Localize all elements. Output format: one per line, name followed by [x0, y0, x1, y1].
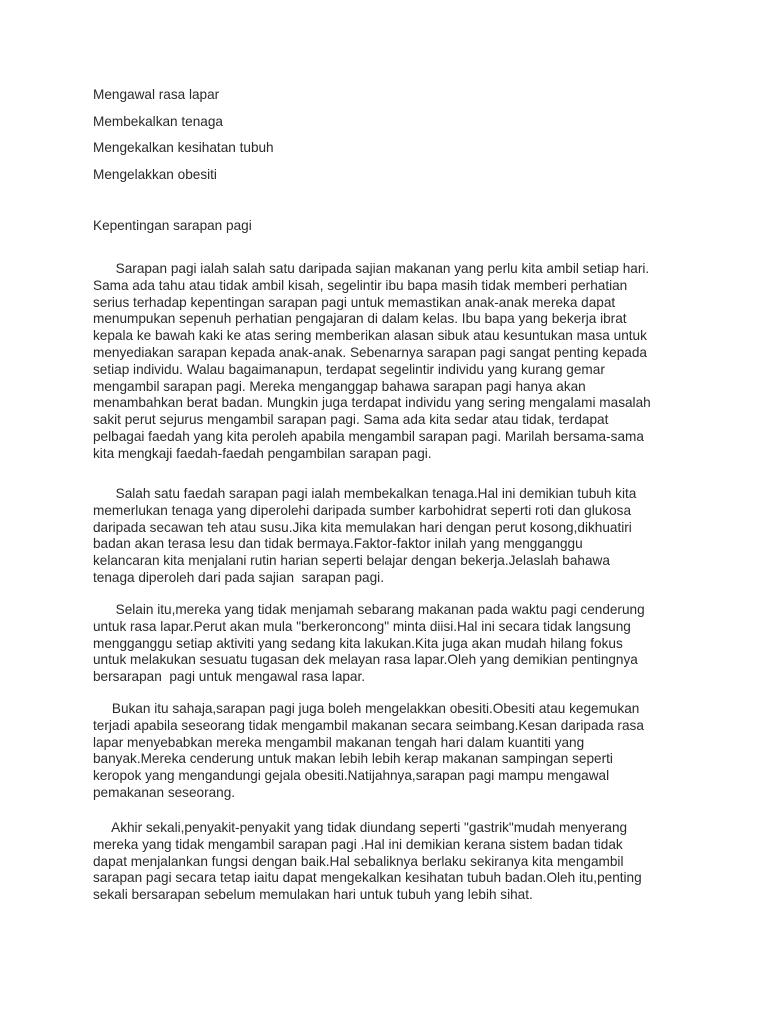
paragraph-obesity [93, 701, 693, 802]
list-item: Mengawal rasa lapar [93, 87, 220, 102]
paragraph-line: daripada secawan teh atau susu.Jika kita memulakan hari dengan perut kosong,dikhuatiri [93, 519, 632, 535]
paragraph-line: lapar menyebabkan mereka mengambil makanan tengah hari dalam kuantiti yang [93, 734, 585, 750]
benefit-list [93, 86, 274, 192]
paragraph-line: pelbagai faedah yang kita peroleh apabila mengambil sarapan pagi. Marilah bersama-sama [93, 428, 644, 444]
paragraph-line: memerlukan tenaga yang diperolehi daripada sumber karbohidrat seperti roti dan glukosa [93, 502, 632, 518]
paragraph-line: sakit perut sejurus mengambil sarapan pagi. Sama ada kita sedar atau tidak, terdapat [93, 412, 609, 428]
paragraph-line: menumpukan sepenuh perhatian pengajaran di dalam kelas. Ibu bapa yang bekerja ibrat [93, 311, 627, 327]
paragraph-line: kelancaran kita menjalani rutin harian seperti belajar dengan bekerja.Jelaslah bahawa [93, 553, 610, 569]
paragraph-line: kepala ke bawah kaki ke atas sering memberikan alasan sibuk atau kesuntukan masa untuk [93, 328, 647, 344]
paragraph-line: setiap individu. Walau bagaimanapun, terdapat segelintir individu yang kurang gemar [93, 361, 605, 377]
paragraph-line: banyak.Mereka cenderung untuk makan lebih lebih kerap makanan sampingan seperti [93, 751, 613, 767]
paragraph-line: keropok yang mengandungi gejala obesiti.Natijahnya,sarapan pagi mampu mengawal [93, 768, 610, 784]
list-item: Mengelakkan obesiti [93, 166, 217, 182]
paragraph-line: Salah satu faedah sarapan pagi ialah membekalkan tenaga.Hal ini demikian tubuh kita [93, 486, 637, 501]
paragraph-health [93, 820, 693, 904]
paragraph-line: terjadi apabila seseorang tidak mengambil makanan secara seimbang.Kesan daripada rasa [93, 717, 644, 733]
paragraph-line: tenaga diperoleh dari pada sajian sarapan pagi. [93, 569, 384, 585]
paragraph-energy [93, 486, 693, 587]
paragraph-line: pemakanan seseorang. [93, 784, 236, 800]
paragraph-line: dapat menjalankan fungsi dengan baik.Hal sebaliknya berlaku sekiranya kita mengambil [93, 853, 624, 869]
paragraph-line: Akhir sekali,penyakit-penyakit yang tidak diundang seperti "gastrik"mudah menyerang [93, 820, 628, 835]
paragraph-intro [93, 261, 693, 463]
paragraph-line: badan akan terasa lesu dan tidak bermaya.Faktor-faktor inilah yang mengganggu [93, 536, 583, 552]
paragraph-line: Bukan itu sahaja,sarapan pagi juga boleh mengelakkan obesiti.Obesiti atau kegemukan [93, 701, 640, 716]
paragraph-line: bersarapan pagi untuk mengawal rasa lapar. [93, 669, 366, 685]
paragraph-line: untuk melakukan sesuatu tugasan dek melayan rasa lapar.Oleh yang demikian pentingnya [93, 652, 638, 668]
list-item: Membekalkan tenaga [93, 113, 223, 129]
paragraph-line: menyediakan sarapan kepada anak-anak. Sebenarnya sarapan pagi sangat penting kepada [93, 344, 647, 360]
paragraph-hunger [93, 602, 693, 686]
paragraph-line: serius terhadap kepentingan sarapan pagi untuk memastikan anak-anak mereka dapat [93, 294, 616, 310]
paragraph-line: kita mengkaji faedah-faedah pengambilan sarapan pagi. [93, 445, 432, 461]
paragraph-line: menambahkan berat badan. Mungkin juga terdapat individu yang sering mengalami masalah [93, 395, 651, 411]
paragraph-line: Sama ada tahu atau tidak ambil kisah, segelintir ibu bapa masih tidak memberi perhatian [93, 277, 628, 293]
paragraph-line: mengambil sarapan pagi. Mereka menganggap bahawa sarapan pagi hanya akan [93, 378, 586, 394]
paragraph-line: mereka yang tidak mengambil sarapan pagi .Hal ini demikian kerana sistem badan tidak [93, 836, 623, 852]
paragraph-line: sarapan pagi secara tetap iaitu dapat mengekalkan kesihatan tubuh badan.Oleh itu,penting [93, 870, 642, 886]
paragraph-line: untuk rasa lapar.Perut akan mula "berkeroncong" minta diisi.Hal ini secara tidak langsung [93, 618, 631, 634]
paragraph-line: sekali bersarapan sebelum memulakan hari untuk tubuh yang lebih sihat. [93, 887, 533, 903]
paragraph-line: Sarapan pagi ialah salah satu daripada sajian makanan yang perlu kita ambil setiap hari. [93, 261, 650, 276]
section-heading: Kepentingan sarapan pagi [93, 218, 252, 233]
paragraph-line: Selain itu,mereka yang tidak menjamah sebarang makanan pada waktu pagi cenderung [93, 602, 645, 617]
list-item: Mengekalkan kesihatan tubuh [93, 140, 274, 155]
paragraph-line: mengganggu setiap aktiviti yang sedang kita lakukan.Kita juga akan mudah hilang fokus [93, 635, 623, 651]
